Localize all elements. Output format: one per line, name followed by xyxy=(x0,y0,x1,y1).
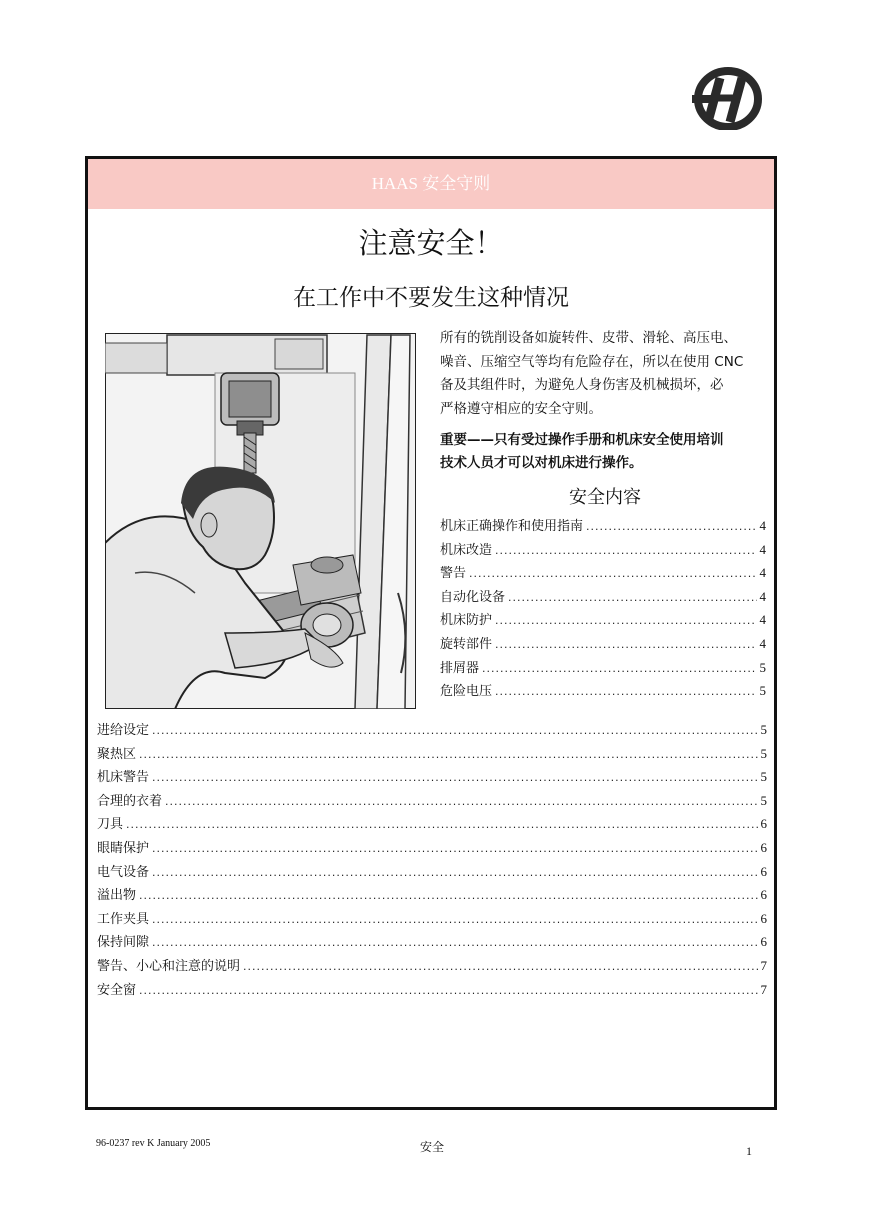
intro-line: 所有的铣削设备如旋转件、皮带、滑轮、高压电、 xyxy=(440,330,737,346)
haas-logo-icon xyxy=(690,66,762,130)
toc-entry-page: 6 xyxy=(760,863,767,879)
toc-entry-page: 7 xyxy=(760,981,767,997)
toc-entry[interactable] xyxy=(97,955,767,979)
machinist-at-cnc-mill-illustration xyxy=(105,333,416,709)
toc-leader-dots xyxy=(152,724,757,737)
toc-entry-page: 5 xyxy=(760,722,767,737)
toc-entry-page: 6 xyxy=(760,839,767,855)
toc-leader-dots xyxy=(126,818,757,831)
toc-entry[interactable] xyxy=(440,680,766,704)
toc-entry-label: 刀具 xyxy=(97,817,124,833)
content-frame xyxy=(85,156,777,1110)
toc-entry-page: 5 xyxy=(760,745,767,761)
toc-leader-dots xyxy=(139,748,757,761)
toc-leader-dots xyxy=(243,960,757,973)
toc-entry-label: 机床警告 xyxy=(97,770,150,786)
toc-entry-label: 排屑器 xyxy=(440,660,480,676)
toc-entry[interactable] xyxy=(440,586,766,610)
toc-entry[interactable] xyxy=(97,908,767,932)
toc-entry-label: 危险电压 xyxy=(440,684,493,700)
toc-leader-dots xyxy=(152,842,757,855)
toc-entry[interactable] xyxy=(440,539,766,563)
toc-entry-page: 4 xyxy=(759,518,766,533)
important-line: 技术人员才可以对机床进行操作。 xyxy=(440,455,643,471)
toc-leader-dots xyxy=(482,662,756,675)
footer-doc-id: 96-0237 rev K January 2005 xyxy=(96,1138,211,1149)
intro-line: 备及其组件时，为避免人身伤害及机械损坏，必 xyxy=(440,377,724,393)
toc-entry-label: 聚热区 xyxy=(97,746,137,762)
page-subtitle: 在工作中不要发生这种情况 xyxy=(293,285,569,311)
toc-leader-dots xyxy=(495,614,756,627)
toc-entry-label: 合理的衣着 xyxy=(97,793,163,809)
toc-leader-dots xyxy=(469,567,756,580)
toc-entry[interactable] xyxy=(97,813,767,837)
toc-entry[interactable] xyxy=(440,515,766,539)
toc-leader-dots xyxy=(139,889,757,902)
important-line: 重要——只有受过操作手册和机床安全使用培训 xyxy=(440,432,724,448)
intro-line: 严格遵守相应的安全守则。 xyxy=(440,400,602,417)
toc-entry[interactable] xyxy=(97,861,767,885)
toc-entry-label: 机床改造 xyxy=(440,542,493,558)
intro-text xyxy=(440,327,770,475)
toc-entry-page: 5 xyxy=(759,683,766,699)
toc-entry-label: 机床正确操作和使用指南 xyxy=(440,519,584,534)
toc-leader-dots xyxy=(495,638,756,651)
toc-list-bottom xyxy=(97,719,767,1002)
toc-leader-dots xyxy=(165,795,757,808)
footer-section: 安全 xyxy=(420,1140,445,1154)
toc-leader-dots xyxy=(152,866,757,879)
toc-leader-dots xyxy=(495,685,756,698)
toc-heading: 安全内容 xyxy=(569,487,641,508)
toc-entry-page: 4 xyxy=(759,635,766,651)
toc-leader-dots xyxy=(139,984,757,997)
toc-entry[interactable] xyxy=(97,790,767,814)
toc-leader-dots xyxy=(495,544,756,557)
toc-entry-label: 眼睛保护 xyxy=(97,840,150,856)
toc-entry-page: 5 xyxy=(760,769,767,785)
toc-leader-dots xyxy=(152,936,757,949)
toc-leader-dots xyxy=(152,771,757,784)
toc-entry[interactable] xyxy=(440,609,766,633)
toc-entry-label: 保持间隙 xyxy=(97,935,150,951)
toc-entry-page: 6 xyxy=(760,887,767,903)
footer-page-number: 1 xyxy=(746,1144,752,1158)
toc-entry-label: 机床防护 xyxy=(440,613,493,629)
toc-entry-label: 警告、小心和注意的说明 xyxy=(97,958,241,974)
toc-entry-label: 安全窗 xyxy=(97,982,137,998)
toc-entry-page: 4 xyxy=(759,565,766,581)
toc-leader-dots xyxy=(586,520,756,533)
toc-entry-label: 工作夹具 xyxy=(97,911,150,927)
toc-entry-label: 警告 xyxy=(440,566,467,582)
toc-entry-page: 6 xyxy=(760,934,767,950)
toc-entry[interactable] xyxy=(97,719,767,743)
toc-entry-page: 4 xyxy=(759,541,766,557)
toc-entry-page: 4 xyxy=(759,588,766,604)
toc-entry-label: 进给设定 xyxy=(97,723,150,738)
toc-entry[interactable] xyxy=(440,657,766,681)
toc-entry-page: 4 xyxy=(759,612,766,628)
toc-list-right xyxy=(440,515,766,704)
toc-entry[interactable] xyxy=(440,633,766,657)
toc-leader-dots xyxy=(152,913,757,926)
toc-entry-page: 5 xyxy=(759,659,766,675)
toc-entry[interactable] xyxy=(97,979,767,1003)
toc-leader-dots xyxy=(508,591,756,604)
intro-line: 噪音、压缩空气等均有危险存在，所以在使用 CNC xyxy=(440,353,744,370)
toc-entry[interactable] xyxy=(97,884,767,908)
toc-entry-page: 7 xyxy=(760,957,767,973)
toc-entry-page: 6 xyxy=(760,910,767,926)
toc-entry-page: 5 xyxy=(760,792,767,808)
toc-entry[interactable] xyxy=(97,743,767,767)
important-notice xyxy=(440,429,770,475)
toc-entry-label: 自动化设备 xyxy=(440,589,506,605)
toc-entry-label: 溢出物 xyxy=(97,888,137,904)
toc-entry[interactable] xyxy=(97,837,767,861)
toc-entry[interactable] xyxy=(440,562,766,586)
toc-entry[interactable] xyxy=(97,931,767,955)
toc-entry[interactable] xyxy=(97,766,767,790)
page-title: 注意安全！ xyxy=(358,226,504,260)
toc-entry-label: 旋转部件 xyxy=(440,636,493,652)
toc-entry-label: 电气设备 xyxy=(97,864,150,880)
toc-entry-page: 6 xyxy=(760,816,767,832)
section-banner: HAAS 安全守则 xyxy=(88,159,774,209)
